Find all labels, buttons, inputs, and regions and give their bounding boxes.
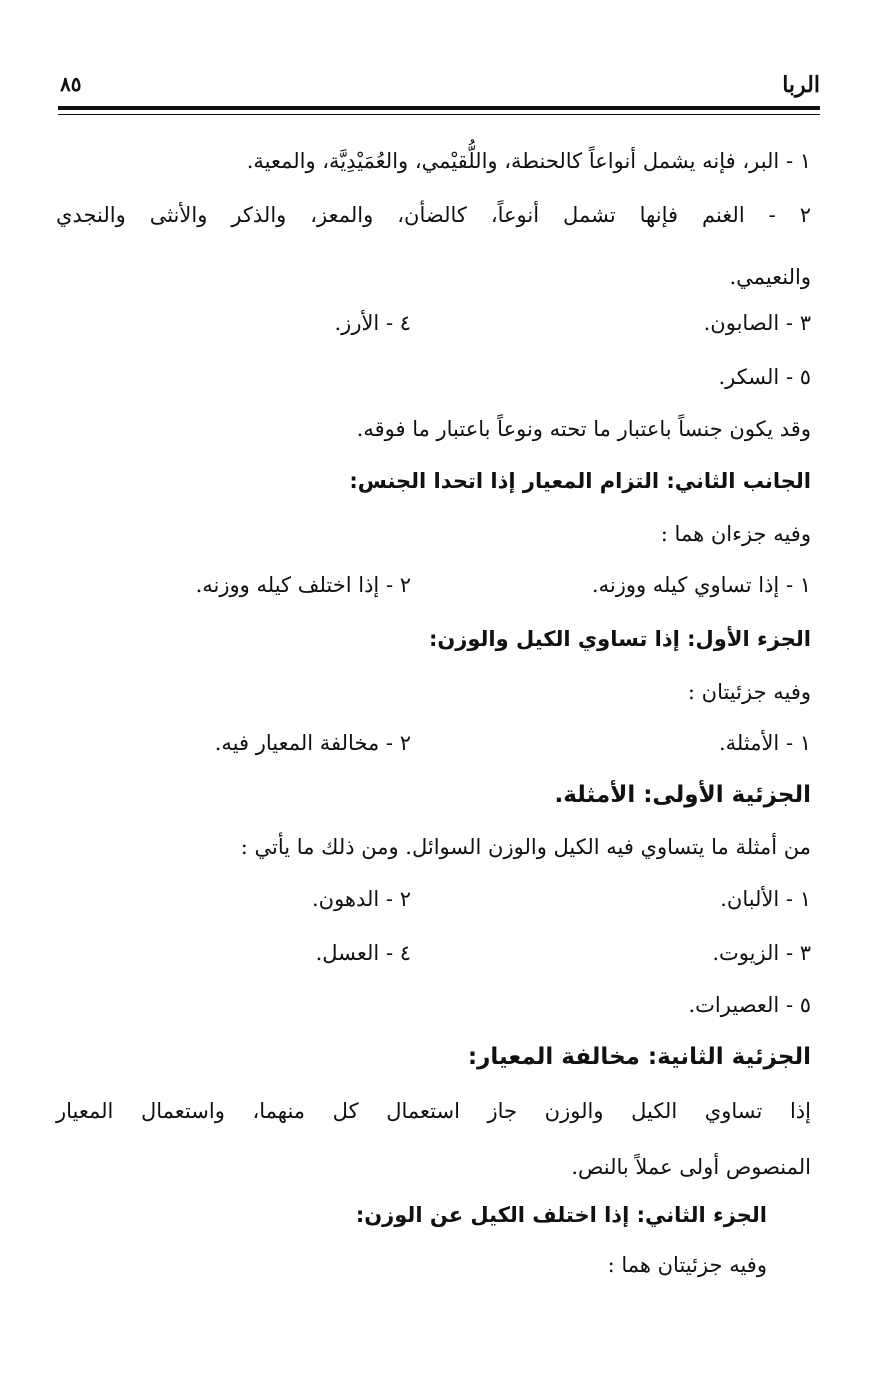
paragraph-standard-use: إذا تساوي الكيل والوزن جاز استعمال كل منهما، واستعمال المعيار bbox=[56, 1099, 811, 1123]
paragraph-two-parts: وفيه جزءان هما : bbox=[660, 522, 811, 546]
section-heading-first-subpart: الجزئية الأولى: الأمثلة. bbox=[554, 782, 811, 808]
paragraph-liquids: من أمثلة ما يتساوي فيه الكيل والوزن السوائل. ومن ذلك ما يأتي : bbox=[240, 835, 811, 859]
running-title: الربا bbox=[782, 72, 820, 98]
list-item-oils: ٣ - الزيوت. bbox=[712, 941, 811, 965]
list-item-honey: ٤ - العسل. bbox=[315, 941, 411, 965]
section-heading-second-subpart: الجزئية الثانية: مخالفة المعيار: bbox=[467, 1044, 811, 1070]
page-header bbox=[60, 72, 820, 102]
section-heading-second-aspect: الجانب الثاني: التزام المعيار إذا اتحدا الجنس: bbox=[349, 469, 811, 493]
list-item-differ: ٢ - إذا اختلف كيله ووزنه. bbox=[195, 573, 411, 597]
list-item-rice: ٤ - الأرز. bbox=[334, 311, 411, 335]
list-item-juices: ٥ - العصيرات. bbox=[688, 993, 811, 1017]
paragraph-two-subparts: وفيه جزئيتان : bbox=[687, 680, 811, 704]
list-item-sheep: ٢ - الغنم فإنها تشمل أنوعاً، كالضأن، والمعز، والذكر والأنثى والنجدي bbox=[56, 203, 811, 227]
list-item-wheat: ١ - البر، فإنه يشمل أنواعاً كالحنطة، واللُّقيْمي، والعُمَيْدِيَّة، والمعية. bbox=[246, 149, 811, 173]
list-item-examples: ١ - الأمثلة. bbox=[718, 731, 811, 755]
header-rule-thin bbox=[58, 114, 820, 115]
section-heading-second-part: الجزء الثاني: إذا اختلف الكيل عن الوزن: bbox=[355, 1203, 767, 1227]
section-heading-first-part: الجزء الأول: إذا تساوي الكيل والوزن: bbox=[428, 627, 811, 651]
header-rule-thick bbox=[58, 106, 820, 110]
list-item-fats: ٢ - الدهون. bbox=[311, 887, 411, 911]
list-item-sugar: ٥ - السكر. bbox=[718, 365, 811, 389]
list-item-soap: ٣ - الصابون. bbox=[703, 311, 811, 335]
list-item-equal: ١ - إذا تساوي كيله ووزنه. bbox=[591, 573, 811, 597]
list-item-standard-violation: ٢ - مخالفة المعيار فيه. bbox=[214, 731, 411, 755]
list-item-sheep-cont: والنعيمي. bbox=[729, 265, 811, 289]
paragraph-genus: وقد يكون جنساً باعتبار ما تحته ونوعاً باعتبار ما فوقه. bbox=[356, 417, 811, 441]
paragraph-two-subparts-second: وفيه جزئيتان هما : bbox=[607, 1253, 767, 1277]
paragraph-standard-use-cont: المنصوص أولى عملاً بالنص. bbox=[571, 1155, 811, 1179]
list-item-dairy: ١ - الألبان. bbox=[720, 887, 811, 911]
page-number: ٨٥ bbox=[60, 72, 82, 96]
